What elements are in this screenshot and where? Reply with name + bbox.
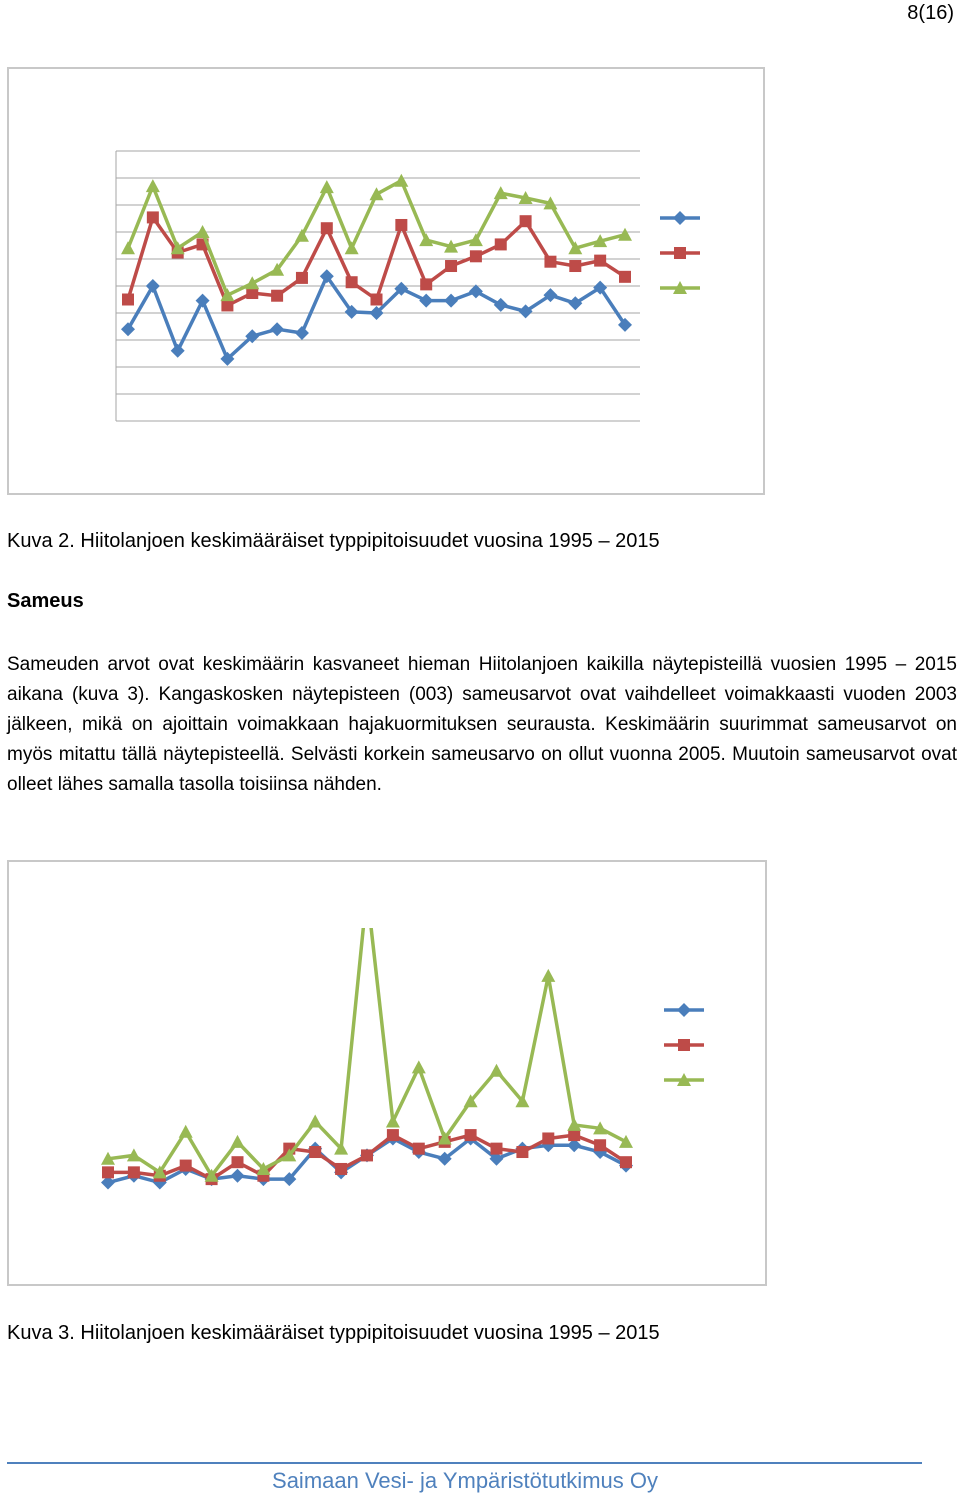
data-point — [413, 1143, 425, 1155]
data-point — [594, 1139, 606, 1151]
data-point — [371, 294, 383, 306]
data-point — [179, 1125, 193, 1138]
data-point — [296, 272, 308, 284]
data-point — [594, 255, 606, 267]
data-point — [520, 215, 532, 227]
nitrogen-chart — [7, 67, 765, 495]
data-point — [271, 290, 283, 302]
data-point — [196, 294, 210, 308]
data-point — [542, 1132, 554, 1144]
turbidity-chart-canvas — [9, 862, 765, 1284]
legend-marker — [678, 1039, 690, 1051]
data-point — [270, 322, 284, 336]
data-point — [345, 241, 359, 254]
data-point — [231, 1169, 245, 1183]
data-point — [361, 1149, 373, 1161]
plot-area — [101, 884, 633, 1189]
data-point — [309, 1146, 321, 1158]
data-point — [295, 229, 309, 242]
data-point — [221, 299, 233, 311]
data-point — [147, 211, 159, 223]
body-paragraph: Sameuden arvot ovat keskimäärin kasvaneet hieman Hiitolanjoen kaikilla näytepisteillä vuosien 1995 – 2015 aikana (kuva 3). Kangaskosken näytepisteen (003) sameusarvot ovat vaihdelleet voimakkaasti vuoden 2003 jälkeen, mikä on ajoittain voimakkaan hajakuormituksen seurausta. Keskimäärin suurimmat sameusarvot on myös mitattu tällä näytepisteellä. Selvästi korkein sameusarvo on ollut vuonna 2005. Muutoin sameusarvot ovat olleet lähes samalla tasolla toisiinsa nähden. — [7, 654, 957, 795]
data-point — [102, 1166, 114, 1178]
data-point — [146, 279, 160, 293]
turbidity-chart — [7, 860, 767, 1286]
footer-company: Saimaan Vesi- ja Ympäristötutkimus Oy — [272, 1468, 658, 1493]
data-point — [494, 298, 508, 312]
data-point — [412, 1060, 426, 1073]
data-point — [346, 276, 358, 288]
data-point — [620, 1156, 632, 1168]
section-heading: Sameus — [7, 590, 84, 612]
data-point — [465, 1129, 477, 1141]
data-point — [544, 256, 556, 268]
data-point — [569, 260, 581, 272]
data-point — [495, 238, 507, 250]
data-point — [541, 969, 555, 982]
data-point — [171, 344, 185, 358]
data-point — [231, 1135, 245, 1148]
nitrogen-chart-canvas — [9, 69, 763, 493]
data-point — [295, 326, 309, 340]
data-point — [321, 222, 333, 234]
data-point — [232, 1156, 244, 1168]
data-point — [320, 180, 334, 193]
data-point — [245, 276, 259, 289]
data-point — [444, 294, 458, 308]
legend-marker — [674, 247, 686, 259]
data-point — [491, 1143, 503, 1155]
data-point — [387, 1129, 399, 1141]
data-point — [128, 1166, 140, 1178]
figure-caption-3: Kuva 3. Hiitolanjoen keskimääräiset typpipitoisuudet vuosina 1995 – 2015 — [7, 1322, 660, 1344]
data-point — [490, 1064, 504, 1077]
data-point — [121, 322, 135, 336]
data-point — [121, 241, 135, 254]
data-point — [370, 187, 384, 200]
data-point — [619, 271, 631, 283]
data-point — [360, 884, 374, 897]
plot-area — [121, 174, 632, 366]
data-point — [308, 1115, 322, 1128]
data-point — [394, 174, 408, 187]
legend-marker — [673, 211, 687, 225]
data-point — [180, 1160, 192, 1172]
data-point — [386, 1115, 400, 1128]
data-point — [395, 219, 407, 231]
data-point — [419, 294, 433, 308]
page-number: 8(16) — [907, 2, 954, 24]
data-point — [470, 250, 482, 262]
data-point — [335, 1163, 347, 1175]
data-point — [146, 179, 160, 192]
data-point — [420, 278, 432, 290]
footer-divider — [7, 1462, 922, 1464]
data-point — [619, 1135, 633, 1148]
legend-marker — [677, 1003, 691, 1017]
figure-caption-2: Kuva 2. Hiitolanjoen keskimääräiset typpipitoisuudet vuosina 1995 – 2015 — [7, 530, 660, 552]
data-point — [122, 294, 134, 306]
data-point — [516, 1146, 528, 1158]
data-point — [445, 260, 457, 272]
